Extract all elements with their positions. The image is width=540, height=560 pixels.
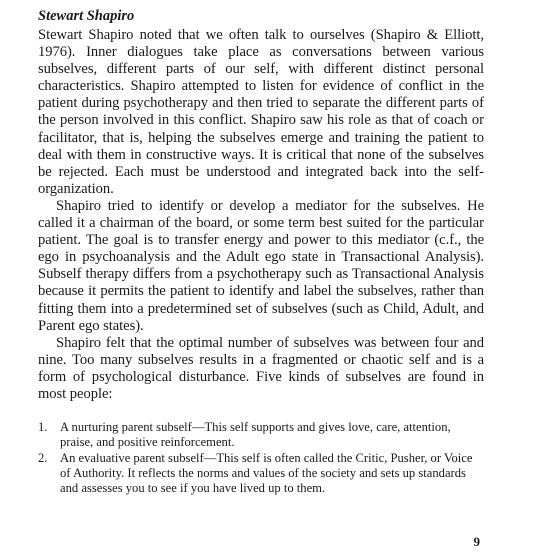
list-item-number: 1. [38, 420, 48, 435]
list-item-text: An evaluative parent subself—This self is often called the Critic, Pusher, or Voice of Authority. It reflects the norms and values of the society and sets up standards and assesses you to see if you have lived up to them. [60, 451, 473, 496]
section-heading: Stewart Shapiro [38, 8, 135, 24]
page-number: 9 [473, 534, 480, 549]
body-paragraph-1: Stewart Shapiro noted that we often talk to ourselves (Shapiro & Elliott, 1976). Inner dialogues take place as conversations between various subselves, different parts of our self, with different distinct personal characteristics. Shapiro attempted to listen for evidence of conflict in the patient during psychotherapy and then tried to separate the different parts of the person involved in this conflict. Shapiro saw his role as that of coach or facilitator, that is, helping the subselves emerge and training the patient to deal with them in constructive ways. It is critical that none of the subselves be rejected. Each must be understood and integrated back into the self-organization. [38, 27, 484, 197]
document-page [38, 8, 484, 497]
subself-list [38, 420, 484, 496]
body-paragraph-3: Shapiro felt that the optimal number of subselves was between four and nine. Too many subselves results in a fragmented or chaotic self and is a form of psychological disturbance. Five kinds of subselves are found in most people: [38, 334, 484, 402]
list-item [38, 451, 484, 496]
list-item [38, 420, 484, 450]
list-item-number: 2. [38, 451, 48, 466]
list-item-text: A nurturing parent subself—This self supports and gives love, care, attention, praise, and positive reinforcement. [60, 420, 451, 450]
body-paragraph-2: Shapiro tried to identify or develop a mediator for the subselves. He called it a chairman of the board, or some term best suited for the particular patient. The goal is to transfer energy and power to this mediator (c.f., the ego in psychoanalysis and the Adult ego state in Transactional Analysis). Subself therapy differs from a psychotherapy such as Transactional Analysis because it permits the patient to identify and label the subselves, rather than fitting them into a predetermined set of subselves (such as Child, Adult, and Parent ego states). [38, 197, 484, 334]
